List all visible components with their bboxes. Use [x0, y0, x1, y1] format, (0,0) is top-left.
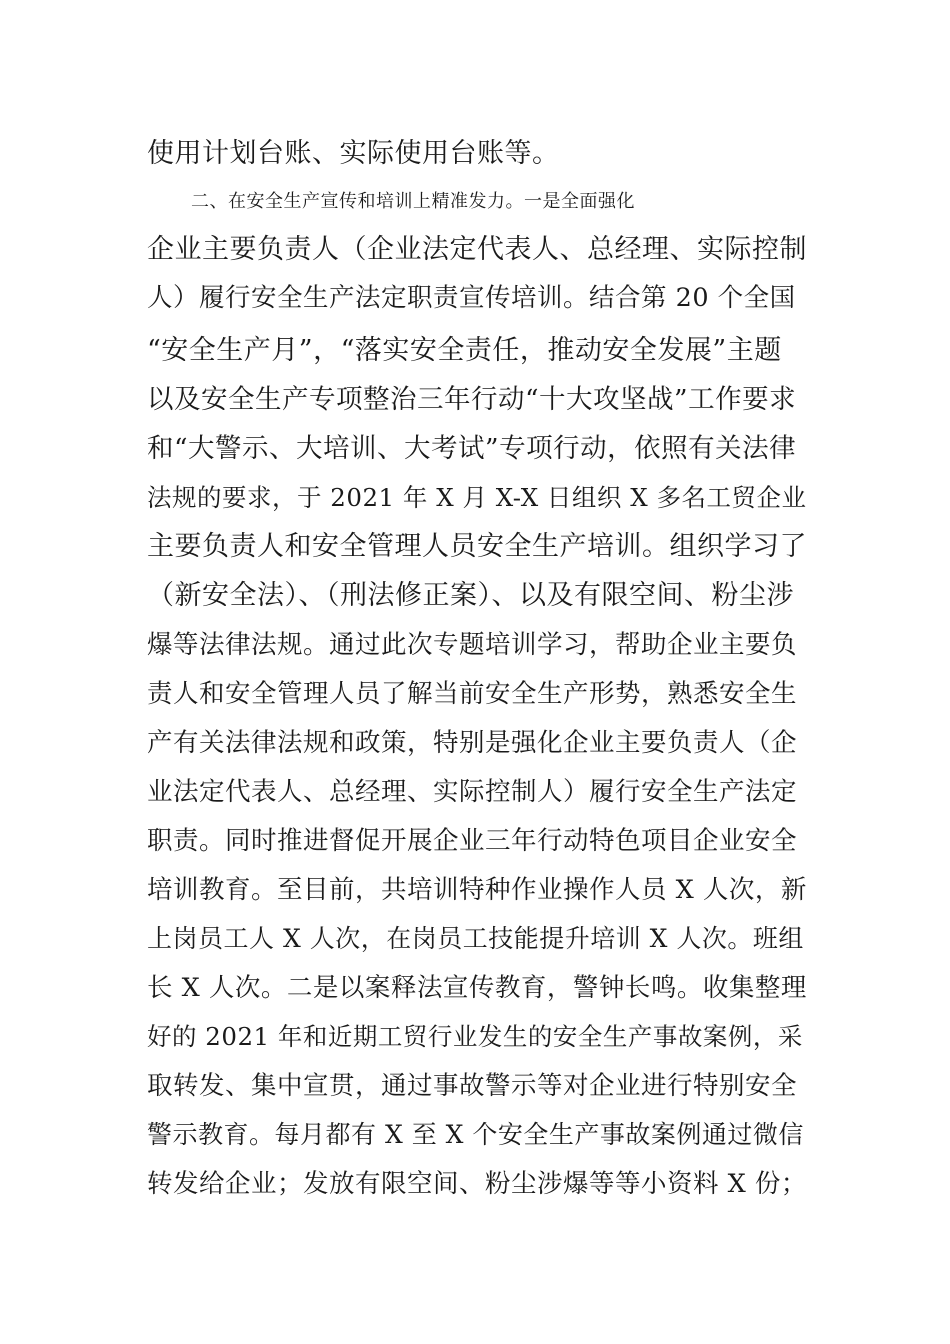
- text-line: 业法定代表人、总经理、实际控制人）履行安全生产法定: [147, 777, 798, 807]
- text-line: 以及安全生产专项整治三年行动“十大攻坚战”工作要求: [147, 384, 797, 415]
- text-line: 上岗员工人 X 人次，在岗员工技能提升培训 X 人次。班组: [147, 924, 804, 953]
- text-line: 培训教育。至目前，共培训特种作业操作人员 X 人次，新: [147, 875, 807, 905]
- paragraph-start-line: 二、在安全生产宣传和培训上精准发力。一是全面强化: [191, 191, 635, 212]
- text-line: 主要负责人和安全管理人员安全生产培训。组织学习了: [147, 531, 807, 562]
- text-line: 人）履行安全生产法定职责宣传培训。结合第 20 个全国: [147, 283, 796, 313]
- text-line: 长 X 人次。二是以案释法宣传教育，警钟长鸣。收集整理: [147, 973, 807, 1003]
- text-line: “安全生产月”，“落实安全责任，推动安全发展”主题: [147, 335, 782, 366]
- text-line: 转发给企业；发放有限空间、粉尘涉爆等等小资料 X 份；: [147, 1169, 807, 1199]
- text-line: 和“大警示、大培训、大考试”专项行动，依照有关法律: [147, 433, 797, 464]
- text-line: 职责。同时推进督促开展企业三年行动特色项目企业安全: [147, 826, 798, 856]
- text-line: 爆等法律法规。通过此次专题培训学习，帮助企业主要负: [147, 630, 798, 660]
- text-line: 好的 2021 年和近期工贸行业发生的安全生产事故案例，采: [147, 1022, 803, 1051]
- text-line: 法规的要求，于 2021 年 X 月 X-X 日组织 X 多名工贸企业: [147, 483, 807, 512]
- text-line: 使用计划台账、实际使用台账等。: [147, 138, 560, 169]
- text-line: 警示教育。每月都有 X 至 X 个安全生产事故案例通过微信: [147, 1120, 804, 1149]
- text-line: 取转发、集中宣贯，通过事故警示等对企业进行特别安全: [147, 1071, 798, 1101]
- text-line: 企业主要负责人（企业法定代表人、总经理、实际控制: [147, 234, 807, 265]
- text-line: 责人和安全管理人员了解当前安全生产形势，熟悉安全生: [147, 679, 798, 709]
- text-line: 产有关法律法规和政策，特别是强化企业主要负责人（企: [147, 728, 798, 758]
- text-line: （新安全法）、（刑法修正案）、以及有限空间、粉尘涉: [147, 580, 794, 611]
